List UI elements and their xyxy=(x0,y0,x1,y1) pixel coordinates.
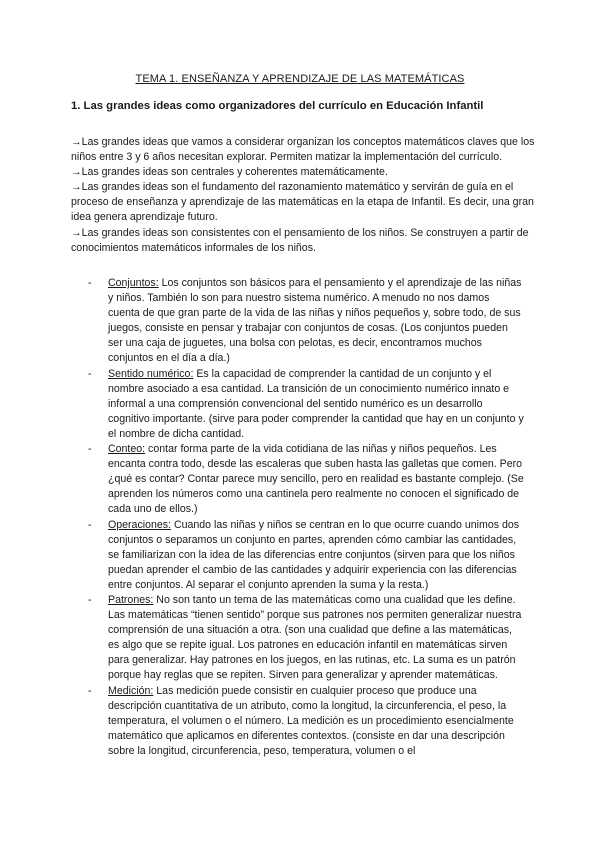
idea-text: Es la capacidad de comprender la cantidad de un conjunto y el nombre asociado a esa cantidad. La transición de un conocimiento numérico innato e informal a una comprensión convencional del sentido numérico es un desarrollo cognitivo importante. (sirve para poder comprender la cantidad que hay en un conjunto y el nombre de dicha cantidad. xyxy=(108,367,524,440)
bullet-dash: - xyxy=(88,593,92,606)
list-item xyxy=(88,367,524,442)
idea-text: Cuando las niñas y niños se centran en lo que ocurre cuando unimos dos conjuntos o separamos un conjunto en partes, aprenden cómo cambiar las cantidades, se familiarizan con la idea de las diferencias entre conjuntos (sirven para que los niños puedan aprender el cambio de las cantidades y adquirir experiencia con las diferencias entre conjuntos. Al separar el conjunto aprenden la suma y la resta.) xyxy=(108,518,520,591)
idea-term: Sentido numérico: xyxy=(108,367,194,380)
document-title: TEMA 1. ENSEÑANZA Y APRENDIZAJE DE LAS MATEMÁTICAS xyxy=(135,73,465,85)
section-heading: 1. Las grandes ideas como organizadores del currículo en Educación Infantil xyxy=(71,100,484,112)
list-item xyxy=(88,518,524,593)
bullet-dash: - xyxy=(88,367,92,380)
idea-text: Los conjuntos son básicos para el pensamiento y el aprendizaje de las niñas y niños. También lo son para nuestro sistema numérico. A menudo no nos damos cuenta de que gran parte de la vida de las niñas y niños pequeños y, sobre todo, de sus juegos, consiste en pensar y trabajar con conjuntos de cosas. (Los conjuntos pueden ser una caja de juguetes, una bolsa con pelotas, es decir, encontramos muchos conjuntos en el día a día.) xyxy=(108,277,522,365)
intro-paragraph: →Las grandes ideas son centrales y coherentes matemáticamente. xyxy=(71,166,388,179)
list-item xyxy=(88,276,524,367)
list-item xyxy=(88,442,524,517)
idea-text: Las medición puede consistir en cualquier proceso que produce una descripción cuantitativa de un atributo, como la longitud, la circunferencia, el peso, la temperatura, el volumen o el número. La medición es un procedimiento esencialmente matemático que aplicamos en diferentes contextos. (consiste en dar una descripción sobre la longitud, circunferencia, peso, temperatura, volumen o el xyxy=(108,684,514,757)
list-item xyxy=(88,684,524,759)
bullet-dash: - xyxy=(88,277,92,289)
idea-text: contar forma parte de la vida cotidiana de las niñas y niños pequeños. Les encanta contra todo, desde las escaleras que suben hasta las galletas que comen. Pero ¿qué es contar? Contar parece muy sencillo, pero en realidad es bastante complejo. (Se aprenden los números como una cantinela pero realmente no conocen el significado de cada uno de ellos.) xyxy=(108,443,524,516)
bullet-dash: - xyxy=(88,518,92,531)
intro-paragraph: →Las grandes ideas son consistentes con el pensamiento de los niños. Se construyen a partir de conocimientos matemáticos informales de los niños. xyxy=(71,226,529,254)
idea-text: No son tanto un tema de las matemáticas como una cualidad que les define. Las matemáticas “tienen sentido” porque sus patrones nos permiten generalizar nuestra comprensión de una situación a otra. (son una cualidad que define a las matemáticas, es algo que se repite igual. Los patrones en educación infantil en matemáticas sirven para generalizar. Hay patrones en los juegos, en las rutinas, etc. La suma es un patrón porque hay reglas que se repiten. Sirven para generalizar y aprender matemáticas. xyxy=(108,593,522,682)
intro-paragraph: →Las grandes ideas que vamos a considerar organizan los conceptos matemáticos claves que los niños entre 3 y 6 años necesitan explorar. Permiten matizar la implementación del currículo. xyxy=(71,136,535,164)
bullet-dash: - xyxy=(88,684,92,697)
idea-term: Patrones: xyxy=(108,593,154,606)
idea-term: Medición: xyxy=(108,684,154,697)
bullet-dash: - xyxy=(88,443,92,456)
big-ideas-list xyxy=(88,276,524,759)
list-item xyxy=(88,593,524,684)
intro-paragraph: →Las grandes ideas son el fundamento del razonamiento matemático y servirán de guía en el proceso de enseñanza y aprendizaje de las matemáticas en la etapa de Infantil. Es decir, una gran idea genera aprendizaje futuro. xyxy=(71,181,534,224)
idea-term: Conjuntos: xyxy=(108,277,159,289)
idea-term: Conteo: xyxy=(108,443,146,456)
idea-term: Operaciones: xyxy=(108,518,172,531)
intro-block xyxy=(71,135,541,256)
